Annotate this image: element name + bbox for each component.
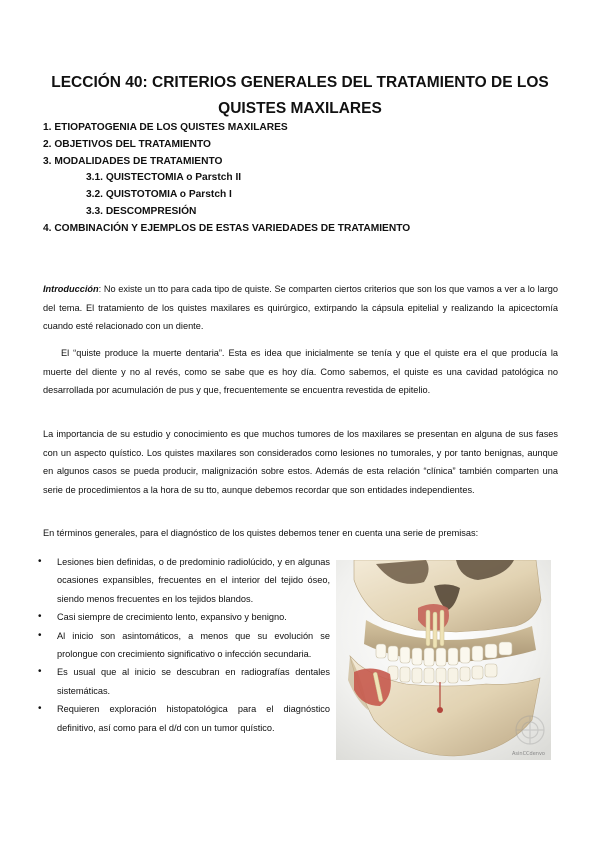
intro-paragraph: [43, 280, 558, 336]
intro-text: : No existe un tto para cada tipo de quiste. Se comparten ciertos criterios que son los que vamos a ver a lo largo del tema. El tratamiento de los quistes maxilares es quirúrgico, extirpando la cápsula epitelial y realizando la apicectomía cuando esté relacionado con un diente.: [43, 284, 558, 332]
title-line-2: QUISTES MAXILARES: [218, 100, 382, 117]
intro-label: Introducción: [43, 284, 99, 294]
toc-item: 3. MODALIDADES DE TRATAMIENTO: [43, 155, 223, 167]
toc-subitem: 3.3. DESCOMPRESIÓN: [86, 205, 197, 217]
skull-illustration-svg: [336, 560, 551, 760]
paragraph-importance: La importancia de su estudio y conocimiento es que muchos tumores de los maxilares se presentan en alguna de sus fases con un aspecto quístico. Los quistes maxilares son considerados como lesiones no tumorales, y por tanto benignas, aunque en algunos casos se pueda producir, malignización sobre estos. Además de esta relación “clínica” también comparten una serie de procedimientos a la hora de su tto, aunque debemos recordar que son entidades independientes.: [43, 429, 558, 495]
toc-subitem: 3.1. QUISTECTOMIA o Parstch II: [86, 172, 242, 184]
list-item: • Lesiones bien definidas, o de predominio radiolúcido, y en algunas ocasiones expansibles, frecuentes en el interior del tejido óseo, siendo menos frecuentes en los tejidos blandos.: [38, 553, 330, 608]
list-item: • Casi siempre de crecimiento lento, expansivo y benigno.: [38, 608, 330, 626]
premises-list: [38, 553, 330, 737]
toc-item: 4. COMBINACIÓN Y EJEMPLOS DE ESTAS VARIEDADES DE TRATAMIENTO: [43, 222, 411, 234]
toc-subitem: 3.2. QUISTOTOMIA o Parstch I: [86, 189, 232, 201]
toc-item: 2. OBJETIVOS DEL TRATAMIENTO: [43, 138, 211, 150]
toc-item: 1. ETIOPATOGENIA DE LOS QUISTES MAXILARES: [43, 122, 288, 133]
skull-jaw-illustration: [336, 560, 551, 760]
title-line-1: LECCIÓN 40: CRITERIOS GENERALES DEL TRATAMIENTO DE LOS: [51, 74, 549, 91]
list-item: • Al inicio son asintomáticos, a menos que su evolución se prolongue con crecimiento significativo o infección secundaria.: [38, 627, 330, 664]
paragraph-premises-intro: En términos generales, para el diagnóstico de los quistes debemos tener en cuenta una serie de premisas:: [43, 528, 479, 538]
page-title: [40, 70, 560, 122]
table-of-contents: [43, 120, 563, 238]
watermark-text: AsinCCdenvo: [511, 751, 545, 757]
list-item: • Es usual que al inicio se descubran en radiografías dentales sistemáticas.: [38, 663, 330, 700]
list-item: • Requieren exploración histopatológica para el diagnóstico definitivo, así como para el d/d con un tumor quístico.: [38, 700, 330, 737]
paragraph-dental-death: El “quiste produce la muerte dentaria”. Esta es idea que inicialmente se tenía y que el quiste era el que producía la muerte del diente y no al revés, como se sabe que es hoy día. Como sabemos, el quiste es una cavidad patológica no desarrollada por acumulación de pus y que, frecuentemente se encuentra revestida de epitelio.: [43, 348, 558, 396]
